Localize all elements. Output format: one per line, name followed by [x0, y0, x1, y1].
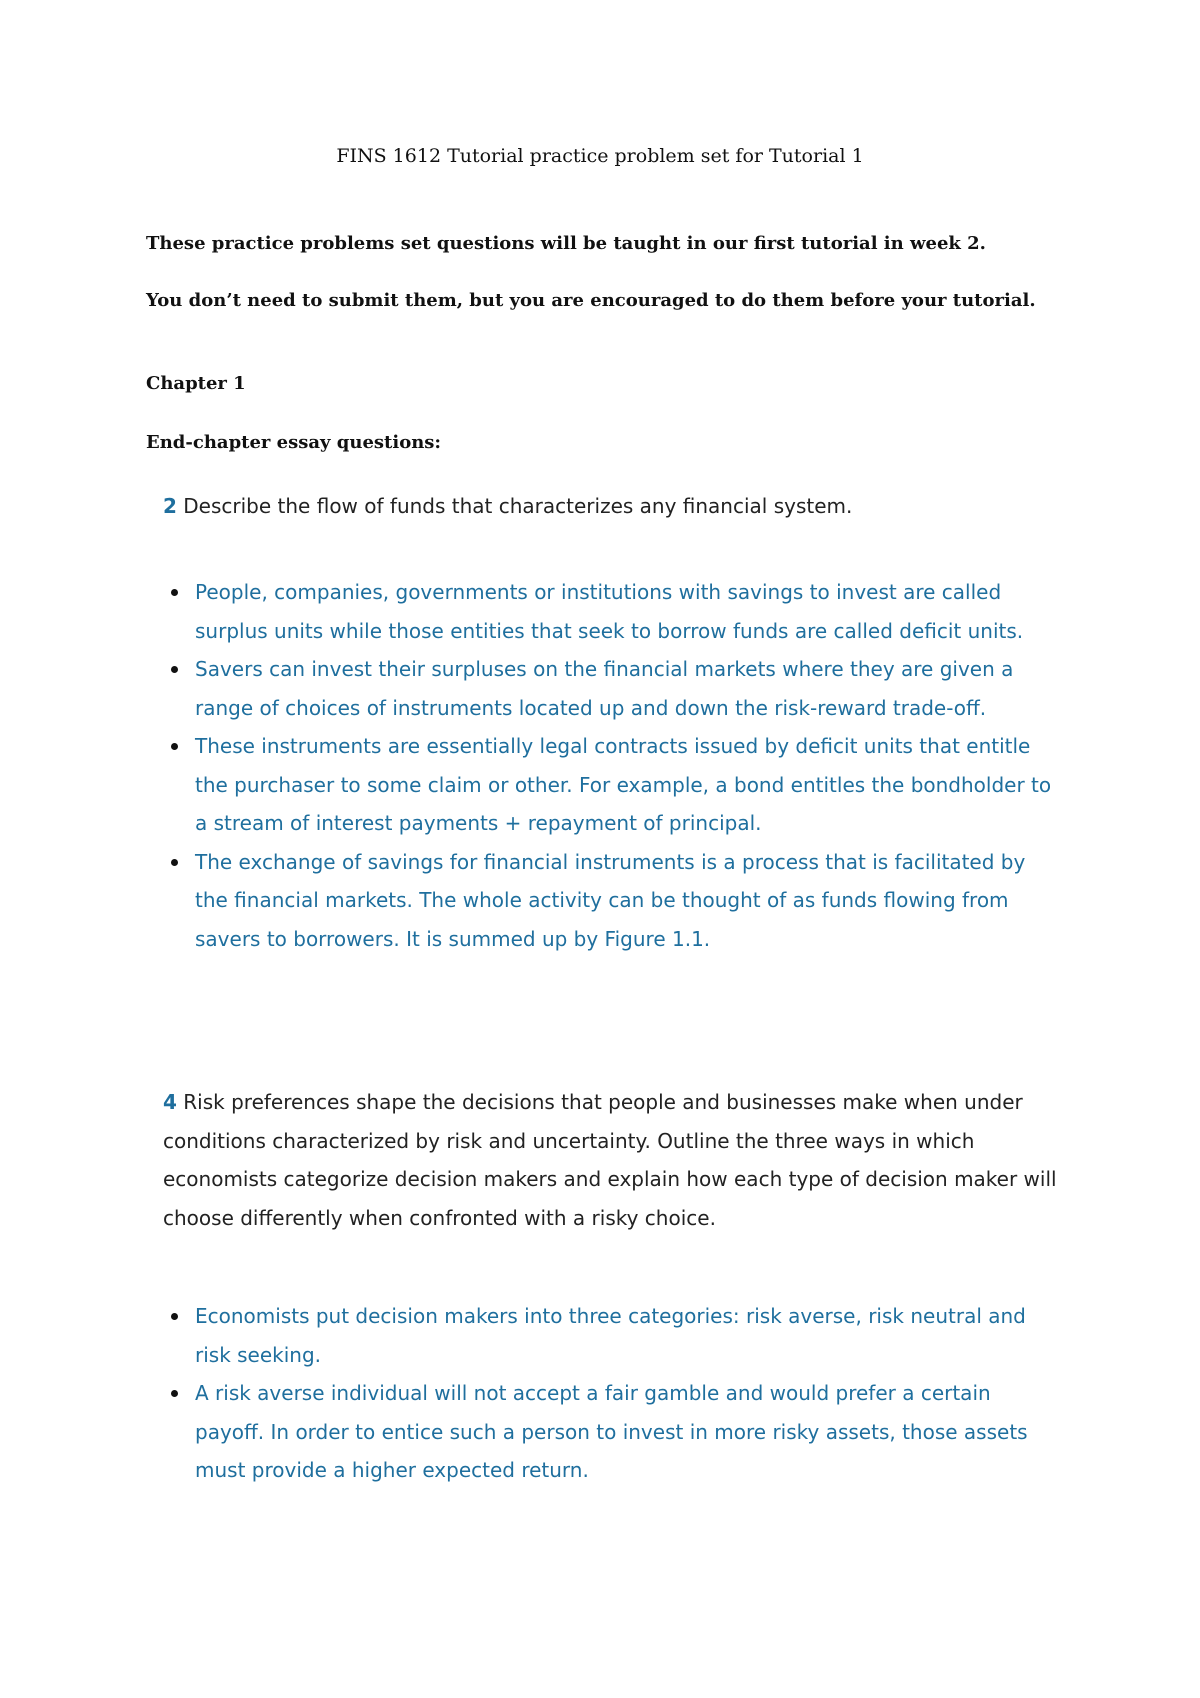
answer-text: Economists put decision makers into three categories: risk averse, risk neutral and risk seeking.: [195, 1304, 1026, 1367]
bullet-icon: [171, 859, 178, 866]
list-item: [163, 573, 1063, 650]
document-title: FINS 1612 Tutorial practice problem set for Tutorial 1: [336, 145, 864, 167]
answer-text: The exchange of savings for financial instruments is a process that is facilitated by the financial markets. The whole activity can be thought of as funds flowing from savers to borrowers. It is summed up by Figure 1.1.: [195, 849, 1026, 951]
question-2: [163, 487, 1063, 526]
bullet-icon: [171, 743, 178, 750]
bullet-icon: [171, 589, 178, 596]
question-number: 4: [163, 1090, 177, 1114]
bullet-icon: [171, 1390, 178, 1397]
answer-text: These instruments are essentially legal contracts issued by deficit units that entitle the purchaser to some claim or other. For example, a bond entitles the bondholder to a stream of interest payments + repayment of principal.: [195, 734, 1052, 835]
question-text: Risk preferences shape the decisions that people and businesses make when under conditions characterized by risk and uncertainty. Outline the three ways in which economists categorize decision makers and explain how each type of decision maker will choose differently when confronted with a risky choice.: [163, 1090, 1057, 1230]
answer-text: Savers can invest their surpluses on the financial markets where they are given a range of choices of instruments located up and down the risk-reward trade-off.: [195, 657, 1014, 720]
list-item: [163, 650, 1063, 727]
question-2-answers: [163, 573, 1063, 958]
intro-line-tutorial: These practice problems set questions will be taught in our first tutorial in week 2.: [146, 233, 986, 254]
bullet-icon: [171, 666, 178, 673]
question-4: [163, 1083, 1063, 1237]
list-item: [163, 1374, 1063, 1490]
question-text: Describe the flow of funds that characterizes any financial system.: [176, 494, 853, 518]
list-item: [163, 727, 1063, 843]
bullet-icon: [171, 1313, 178, 1320]
answer-text: People, companies, governments or institutions with savings to invest are called surplus units while those entities that seek to borrow funds are called deficit units.: [195, 580, 1024, 643]
section-heading: End-chapter essay questions:: [146, 432, 442, 453]
question-number: 2: [163, 494, 177, 518]
question-4-answers: [163, 1297, 1063, 1490]
answer-text: A risk averse individual will not accept a fair gamble and would prefer a certain payoff. In order to entice such a person to invest in more risky assets, those assets must provide a higher expected return.: [195, 1381, 1028, 1482]
chapter-heading: Chapter 1: [146, 373, 246, 394]
list-item: [163, 843, 1063, 959]
intro-line-submission: You don’t need to submit them, but you are encouraged to do them before your tutorial.: [146, 290, 1036, 311]
list-item: [163, 1297, 1063, 1374]
